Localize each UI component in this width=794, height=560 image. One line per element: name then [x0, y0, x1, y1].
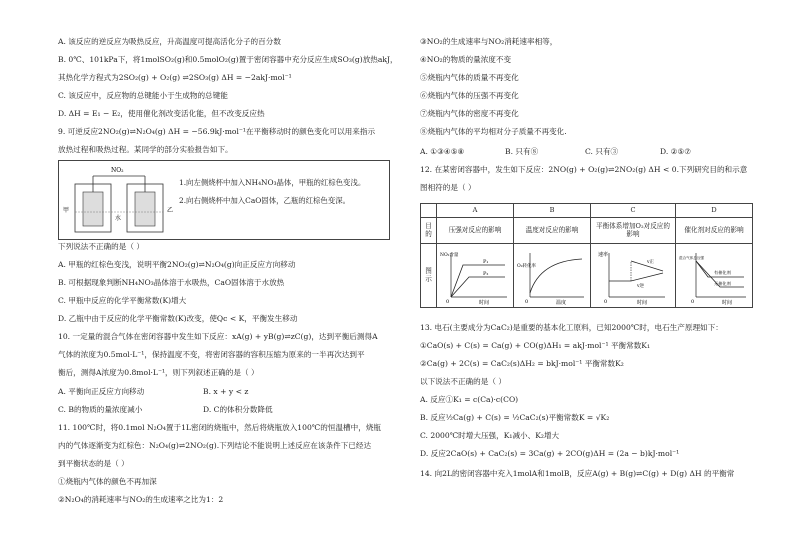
q13-eq-1: ①CaO(s) + C(s) = Ca(g) + CO(g)ΔH₁ = akJ·mol⁻¹ 平衡常数K₁: [420, 341, 651, 350]
chart-d-origin: 0: [691, 298, 695, 305]
chart-a-p1: P₁: [483, 258, 489, 265]
q13-option-b: B. 反应½Ca(g) + C(s) = ½CaC₂(s)平衡常数K = √K₂: [420, 413, 610, 422]
q11-option-c: C. 只有③: [585, 147, 619, 156]
chart-a-origin: 0: [446, 298, 450, 305]
q13-stem: 13. 电石(主要成分为CaC₂)是重要的基本化工原料，已知2000℃时，电石生产原理如下：: [420, 323, 723, 332]
q10-stem: 10. 一定量的混合气体在密闭容器中发生如下反应：xA(g) + yB(g)⇌zC(g)，达到平衡后测得A: [58, 332, 378, 341]
q11-stem-3: 到平衡状态的是（ ）: [58, 459, 129, 468]
q10-option-c: C. B的物质的量浓度减小: [58, 405, 143, 414]
q12-stem: 12. 在某密闭容器中，发生如下反应：2NO(g) + O₂(g)⇌2NO₂(g) ΔH < 0.下列研究目的和示意: [420, 165, 748, 174]
label-water: 水: [115, 215, 122, 222]
q11-option-b: B. 只有⑧: [505, 147, 539, 156]
q8-option-b: B. 0℃、101kPa下，将1molSO₂(g)和0.5molO₂(g)置于密闭容器中充分反应生成SO₃(g)放热akJ，: [58, 55, 398, 64]
col-a: A: [437, 204, 514, 218]
chart-b-origin: 0: [525, 298, 529, 305]
chart-d-c1: 有催化剂: [714, 269, 731, 275]
q11-item-6: ⑥烧瓶内气体的压强不再变化: [420, 91, 519, 100]
q11-item-8: ⑧烧瓶内气体的平均相对分子质量不再变化.: [420, 127, 567, 136]
chart-d-ylabel: 混合气体总压强: [679, 255, 705, 260]
chart-d-c2: 无催化剂: [714, 280, 731, 286]
q9-ask: 下列说法不正确的是（ ）: [58, 242, 144, 251]
q11-option-a: A. ①③④⑤⑧: [420, 147, 465, 156]
purpose-c: 平衡体系增加O₂对反应的影响: [591, 218, 676, 244]
q11-item-7: ⑦烧瓶内气体的密度不再变化: [420, 109, 519, 118]
chart-b-ylabel: O₂转化率: [517, 263, 536, 269]
q9-option-d: D. 乙瓶中由于反应的化学平衡常数(K)改变，使Qc < K，平衡发生移动: [58, 314, 298, 323]
chart-a-p2: P₂: [483, 270, 489, 277]
row-purpose-head: 目的: [421, 218, 437, 244]
q13-eq-2: ②Ca(g) + 2C(s) = CaC₂(s)ΔH₂ = bkJ·mol⁻¹ 平衡常数K₂: [420, 359, 624, 368]
chart-c-v1: v正: [647, 259, 655, 265]
q9-stem-cont: 放热过程和吸热过程。某同学的部分实验报告如下。: [58, 145, 233, 154]
chart-c-v2: v逆: [637, 283, 645, 289]
q9-stem: 9. 可逆反应2NO₂(g)⇌N₂O₄(g) ΔH = −56.9kJ·mol⁻¹在平衡移动时的颜色变化可以用来指示: [58, 127, 376, 136]
chart-c-origin: 0: [604, 298, 608, 305]
figure-b: [514, 244, 591, 308]
figure-d: [676, 244, 753, 308]
purpose-d: 催化剂对反应的影响: [676, 218, 753, 244]
q9-option-b: B. 可根据现象判断NH₄NO₃晶体溶于水吸热，CaO固体溶于水放热: [58, 278, 285, 287]
q11-item-5: ⑤烧瓶内气体的质量不再变化: [420, 73, 519, 82]
col-b: B: [514, 204, 591, 218]
step-1: 1.向左侧烧杯中加入NH₄NO₃晶体，甲瓶的红棕色变浅。: [179, 178, 366, 187]
q8-option-a: A. 该反应的逆反应为吸热反应，升高温度可提高活化分子的百分数: [58, 37, 281, 46]
gas-label: NO₂: [111, 167, 124, 174]
q11-item-1: ①烧瓶内气体的颜色不再加深: [58, 477, 157, 486]
q13-option-a: A. 反应①K₁ = c(Ca)·c(CO): [420, 395, 519, 404]
q10-stem-2: 气体的浓度为0.5mol·L⁻¹，保持温度不变，将密闭容器的容积压缩为原来的一半再次达到平: [58, 350, 365, 359]
chart-a: [439, 247, 511, 305]
row-figure-head: 图示: [421, 244, 437, 308]
chart-c: [597, 247, 669, 305]
q8-option-b-cont: 其热化学方程式为2SO₂(g) + O₂(g) ⇌2SO₃(g) ΔH = −2akJ·mol⁻¹: [58, 73, 292, 82]
q14-stem: 14. 向2L的密闭容器中充入1molA和1molB，反应A(g) + B(g)⇌C(g) + D(g) ΔH 的平衡常: [420, 469, 735, 478]
q12-stem-2: 图相符的是（ ）: [420, 183, 476, 192]
q11-item-2: ②N₂O₄的消耗速率与NO₂的生成速率之比为1：2: [58, 495, 224, 504]
chart-b: [516, 247, 588, 305]
label-yi: 乙: [167, 207, 174, 214]
q13-option-c: C. 2000℃时增大压强，K₁减小、K₂增大: [420, 431, 560, 440]
experiment-apparatus: [58, 160, 390, 240]
chart-c-xlabel: 时间: [637, 299, 648, 305]
figure-c: [591, 244, 676, 308]
q8-option-c: C. 该反应中，反应物的总键能小于生成物的总键能: [58, 91, 228, 100]
label-jia: 甲: [63, 207, 70, 214]
q11-stem-2: 内的气体逐渐变为红棕色：N₂O₄(g)⇌2NO₂(g).下列结论不能说明上述反应在该条件下已经达: [58, 441, 372, 450]
purpose-a: 压强对反应的影响: [437, 218, 514, 244]
q11-item-3: ③NO₂的生成速率与NO₂消耗速率相等，: [420, 37, 558, 46]
purpose-b: 温度对反应的影响: [514, 218, 591, 244]
q9-option-a: A. 甲瓶的红棕色变浅，说明平衡2NO₂(g)⇌N₂O₄(g)向正反应方向移动: [58, 260, 296, 269]
q10-stem-3: 衡后，测得A浓度为0.8mol·L⁻¹，则下列叙述正确的是（ ）: [58, 368, 259, 377]
q13-ask: 以下说法不正确的是（ ）: [420, 377, 506, 386]
chart-c-ylabel: 速率: [598, 251, 609, 258]
q10-option-a: A. 平衡向正反应方向移动: [58, 387, 145, 396]
figure-a: [437, 244, 514, 308]
step-2: 2.向右侧烧杯中加入CaO固体，乙瓶的红棕色变深。: [179, 196, 350, 205]
chart-a-ylabel: NO₂含量: [440, 252, 459, 258]
q10-option-d: D. C的体积分数降低: [203, 405, 273, 414]
chart-d: [678, 247, 750, 305]
q8-option-d: D. ΔH = E₁ − E₂，使用催化剂改变活化能，但不改变反应热: [58, 109, 265, 118]
chart-b-xlabel: 温度: [556, 299, 567, 305]
col-d: D: [676, 204, 753, 218]
apparatus-drawing: [61, 162, 179, 238]
chart-a-xlabel: 时间: [479, 299, 490, 305]
q13-option-d: D. 反应2CaO(s) + CaC₂(s) = 3Ca(g) + 2CO(g)ΔH = (2a − b)kJ·mol⁻¹: [420, 449, 680, 458]
col-c: C: [591, 204, 676, 218]
q11-item-4: ④NO₂的物质的量浓度不变: [420, 55, 512, 64]
chart-d-xlabel: 时间: [722, 299, 733, 305]
q9-option-c: C. 甲瓶中反应的化学平衡常数(K)增大: [58, 296, 187, 305]
q11-stem: 11. 100℃时，将0.1mol N₂O₄置于1L密闭的烧瓶中，然后将烧瓶放入100℃的恒温槽中，烧瓶: [58, 423, 382, 432]
q12-table: [420, 203, 753, 308]
q10-option-b: B. x + y < z: [203, 387, 249, 396]
q11-option-d: D. ②⑤⑦: [660, 147, 692, 156]
